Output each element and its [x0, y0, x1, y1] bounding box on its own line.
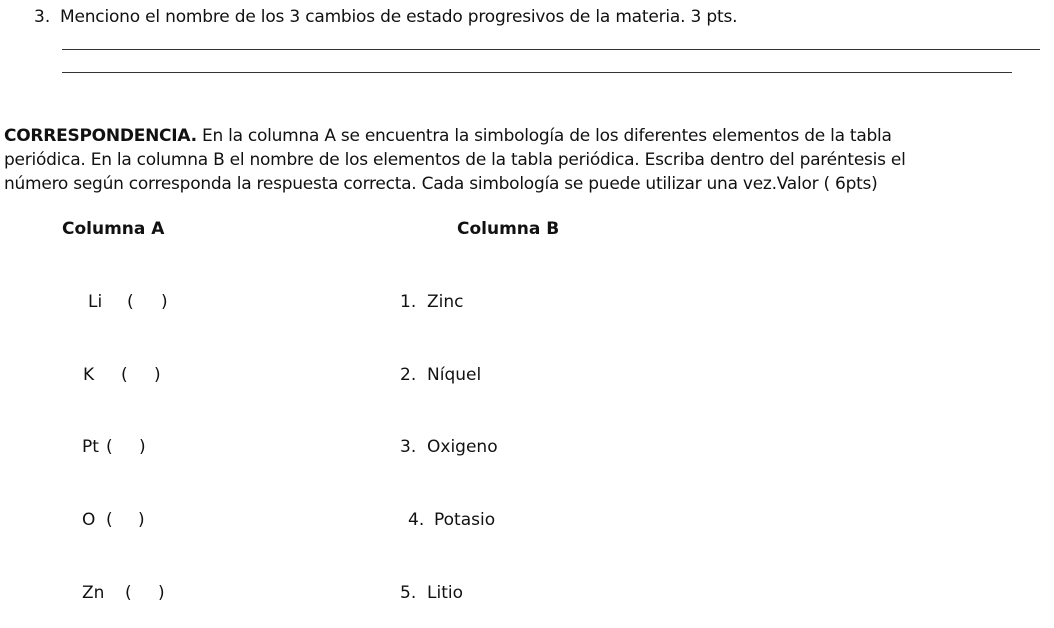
column-a-symbol: Li: [88, 292, 103, 312]
column-b-number: 3.: [400, 437, 417, 457]
answer-paren-open[interactable]: (: [125, 583, 132, 603]
column-b-number: 1.: [400, 292, 417, 312]
column-b-name: Zinc: [427, 292, 464, 312]
instructions-line-2: periódica. En la columna B el nombre de los elementos de la tabla periódica. Escriba dentro del paréntesis el: [4, 150, 906, 170]
section-title: CORRESPONDENCIA.: [4, 126, 197, 146]
answer-paren-close[interactable]: ): [138, 510, 145, 530]
column-a-symbol: O: [82, 510, 96, 530]
column-a-symbol: Zn: [82, 583, 105, 603]
answer-paren-open[interactable]: (: [121, 365, 128, 385]
column-b-number: 2.: [400, 365, 417, 385]
column-a-header: Columna A: [62, 219, 165, 239]
instructions-line-3: número según corresponda la respuesta correcta. Cada simbología se puede utilizar una vez.Valor ( 6pts): [4, 174, 878, 194]
answer-line-1[interactable]: [62, 49, 1040, 50]
question-text: Menciono el nombre de los 3 cambios de estado progresivos de la materia. 3 pts.: [60, 7, 738, 27]
column-a-symbol: K: [83, 365, 95, 385]
column-b-name: Níquel: [427, 365, 482, 385]
answer-paren-close[interactable]: ): [154, 365, 161, 385]
column-b-header: Columna B: [457, 219, 560, 239]
instructions-line-1: [4, 124, 1050, 148]
column-b-number: 4.: [408, 510, 425, 530]
answer-line-2[interactable]: [62, 72, 1012, 73]
column-a-symbol: Pt: [82, 437, 99, 457]
column-b-number: 5.: [400, 583, 417, 603]
answer-paren-open[interactable]: (: [106, 437, 113, 457]
question-number: 3.: [34, 7, 51, 27]
answer-paren-open[interactable]: (: [106, 510, 113, 530]
answer-paren-close[interactable]: ): [161, 292, 168, 312]
answer-paren-close[interactable]: ): [139, 437, 146, 457]
instructions-line-1-text: En la columna A se encuentra la simbología de los diferentes elementos de la tabla: [196, 126, 892, 146]
column-b-name: Oxigeno: [427, 437, 498, 457]
answer-paren-close[interactable]: ): [158, 583, 165, 603]
answer-paren-open[interactable]: (: [127, 292, 134, 312]
section-instructions: [4, 124, 1050, 196]
column-b-name: Litio: [427, 583, 463, 603]
column-b-name: Potasio: [434, 510, 496, 530]
